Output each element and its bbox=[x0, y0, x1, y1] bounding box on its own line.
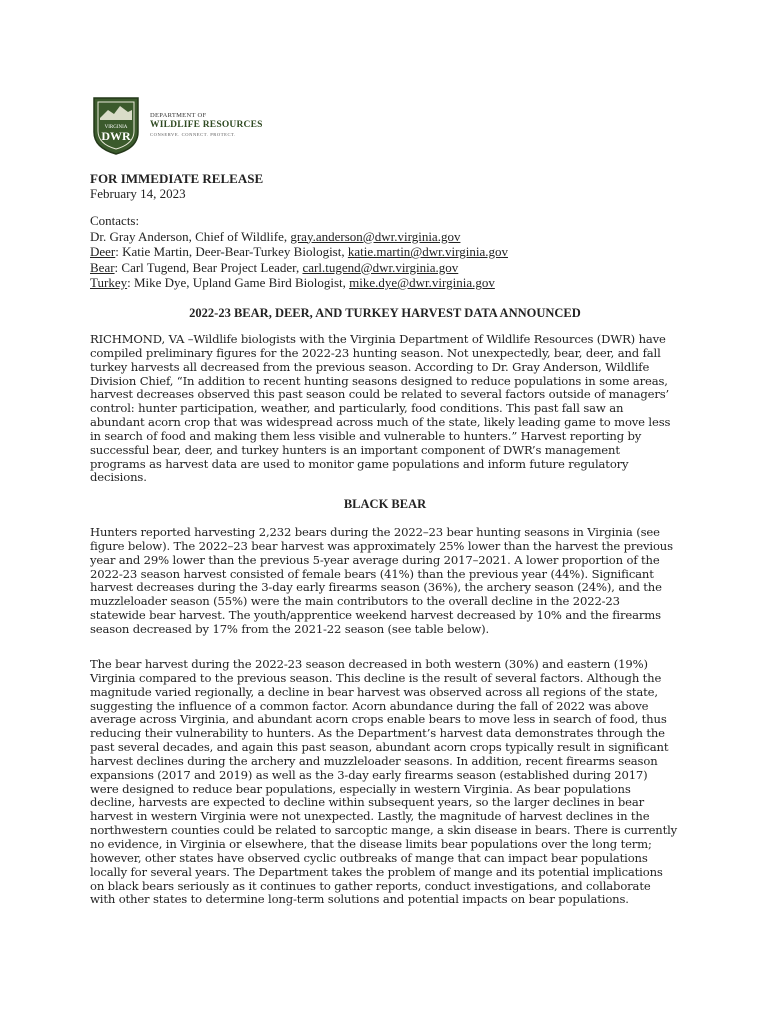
dwr-logo bbox=[90, 92, 263, 156]
contacts-label: Contacts: bbox=[90, 213, 140, 228]
bear-harvest-paragraph: Hunters reported harvesting 2,232 bears during the 2022–23 bear hunting seasons in Virginia (see figure below). The 2022–23 bear harvest was approximately 25% lower than the harvest the previous year and 29% lower than the previous 5-year average during 2017–2021. A lower proportion of the 2022-23 season harvest consisted of female bears (41%) than the previous year (44%). Significant harvest decreases during the 3-day early firearms season (36%), the archery season (24%), and the muzzleloader season (55%) were the main contributors to the overall decline in the 2022-23 statewide bear harvest. The youth/apprentice weekend harvest decreased by 10% and the firearms season decreased by 17% from the 2021-22 season (see table below). bbox=[90, 525, 673, 636]
logo-name-line: WILDLIFE RESOURCES bbox=[150, 119, 263, 130]
contact-text: : Carl Tugend, Bear Project Leader, bbox=[114, 259, 303, 275]
contact-line bbox=[90, 260, 680, 276]
dwr-badge-icon bbox=[90, 92, 142, 156]
bear-regional-paragraph: The bear harvest during the 2022-23 season decreased in both western (30%) and eastern (19%) Virginia compared to the previous season. This decline is the result of several factors. Although the magnitude varied regionally, a decline in bear harvest was observed across all regions of the state, suggesting the influence of a common factor. Acorn abundance during the fall of 2022 was above average across Virginia, and abundant acorn crops enable bears to move less in search of food, thus reducing their vulnerability to hunters. As the Department’s harvest data demonstrates through the past several decades, and again this past season, abundant acorn crops typically result in significant harvest declines during the archery and muzzleloader seasons. In addition, recent firearms season expansions (2017 and 2019) as well as the 3-day early firearms season (established during 2017) were designed to reduce bear populations, especially in western Virginia. As bear populations decline, harvests are expected to decline within subsequent years, so the larger declines in bear harvest in western Virginia were not unexpected. Lastly, the magnitude of harvest declines in the northwestern counties could be related to sarcoptic mange, a skin disease in bears. There is currently no evidence, in Virginia or elsewhere, that the disease limits bear populations over the long term; however, other states have observed cyclic outbreaks of mange that can impact bear populations locally for several years. The Department takes the problem of mange and its potential implications on black bears seriously as it continues to gather reports, conduct investigations, and collaborate with other states to determine long-term solutions and potential impacts on bear populations. bbox=[90, 657, 678, 907]
release-header bbox=[90, 171, 680, 291]
contact-text: : Katie Martin, Deer-Bear-Turkey Biologist, bbox=[115, 244, 348, 259]
logo-wordmark bbox=[150, 112, 263, 137]
contact-email-link[interactable]: mike.dye@dwr.virginia.gov bbox=[349, 275, 495, 290]
badge-main-text: DWR bbox=[101, 129, 131, 143]
contact-text: : Mike Dye, Upland Game Bird Biologist, bbox=[127, 275, 350, 290]
contact-role-prefix: Turkey bbox=[90, 275, 128, 290]
contacts-block bbox=[90, 213, 680, 291]
release-date: February 14, 2023 bbox=[90, 186, 186, 201]
contact-email-link[interactable]: gray.anderson@dwr.virginia.gov bbox=[290, 228, 461, 244]
logo-tagline: CONSERVE. CONNECT. PROTECT. bbox=[150, 131, 236, 137]
contact-email-link[interactable]: carl.tugend@dwr.virginia.gov bbox=[302, 259, 459, 275]
contact-role-prefix: Bear bbox=[90, 259, 115, 275]
badge-top-text: VIRGINIA bbox=[104, 125, 128, 130]
logo-dept-line: DEPARTMENT OF bbox=[150, 111, 207, 119]
section-heading-black-bear: BLACK BEAR bbox=[343, 497, 427, 511]
contact-role-prefix: Deer bbox=[90, 244, 116, 259]
contact-line bbox=[90, 229, 680, 245]
contact-text: Dr. Gray Anderson, Chief of Wildlife, bbox=[90, 228, 291, 244]
press-release-title: 2022-23 BEAR, DEER, AND TURKEY HARVEST DATA ANNOUNCED bbox=[189, 306, 581, 320]
release-label: FOR IMMEDIATE RELEASE bbox=[90, 171, 264, 186]
intro-paragraph: RICHMOND, VA –Wildlife biologists with the Virginia Department of Wildlife Resources (DWR) have compiled preliminary figures for the 2022-23 hunting season. Not unexpectedly, bear, deer, and fall turkey harvests all decreased from the previous season. According to Dr. Gray Anderson, Wildlife Division Chief, “In addition to recent hunting seasons designed to reduce populations in some areas, harvest decreases observed this past season could be related to several factors outside of managers’ control: hunter participation, weather, and particularly, food conditions. This past fall saw an abundant acorn crop that was widespread across much of the state, likely leading game to move less in search of food and making them less visible and vulnerable to hunters.” Harvest reporting by successful bear, deer, and turkey hunters is an important component of DWR’s management programs as harvest data are used to monitor game populations and inform future regulatory decisions. bbox=[90, 332, 671, 485]
contact-line bbox=[90, 244, 680, 260]
contact-email-link[interactable]: katie.martin@dwr.virginia.gov bbox=[347, 244, 508, 259]
contact-line bbox=[90, 275, 680, 291]
